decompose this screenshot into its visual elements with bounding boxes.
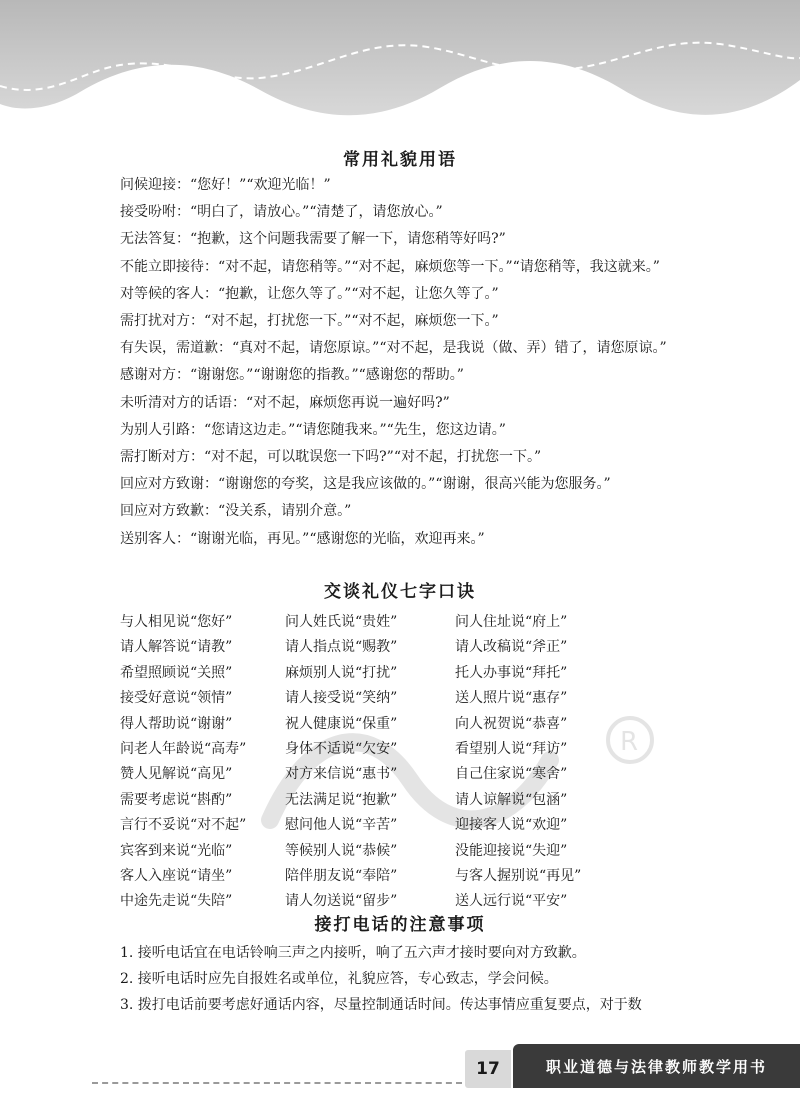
phrase-item: 回应对方致谢：“谢谢您的夸奖，这是我应该做的。”“谢谢，很高兴能为您服务。” [120,476,611,493]
phrase-item: 未听清对方的话语：“对不起，麻烦您再说一遍好吗?” [120,394,450,411]
rhyme-table [120,610,660,915]
phrase-item: 不能立即接待：“对不起，请您稍等。”“对不起，麻烦您等一下。”“请您稍等，我这就来。” [120,258,660,275]
rhyme-cell: 请人接受说“笑纳” [285,690,398,707]
rhyme-cell: 送人远行说“平安” [455,893,568,910]
polite-phrases-list [92,172,722,553]
page-number: 17 [465,1050,511,1088]
rhyme-cell: 送人照片说“惠存” [455,690,568,707]
rhyme-cell: 自己住家说“寒舍” [455,766,568,783]
rhyme-cell: 对方来信说“惠书” [285,766,398,783]
rhyme-cell: 问人住址说“府上” [455,614,568,630]
rhyme-cell: 得人帮助说“谢谢” [120,715,233,732]
rhyme-cell: 宾客到来说“光临” [120,842,233,859]
phone-tips-list [120,940,725,1018]
rhyme-cell: 请人改稿说“斧正” [455,639,568,656]
phrase-item: 有失误，需道歉：“真对不起，请您原谅。”“对不起，是我说（做、弄）错了，请您原谅。” [120,340,667,357]
phrase-item: 无法答复：“抱歉，这个问题我需要了解一下，请您稍等好吗?” [120,231,506,248]
rhyme-cell: 客人入座说“请坐” [120,867,233,884]
phrase-item: 接受吩咐：“明白了，请放心。”“清楚了，请您放心。” [120,204,443,221]
rhyme-cell: 问老人年龄说“高寿” [120,740,247,757]
phrase-item: 送别客人：“谢谢光临，再见。”“感谢您的光临，欢迎再来。” [120,530,485,547]
phrase-item: 感谢对方：“谢谢您。”“谢谢您的指教。”“感谢您的帮助。” [120,367,464,384]
rhyme-cell: 言行不妥说“对不起” [120,817,247,834]
rhyme-row [120,610,660,635]
rhyme-cell: 希望照顾说“关照” [120,664,233,681]
phrase-item: 需打断对方：“对不起，可以耽误您一下吗?”“对不起，打扰您一下。” [120,449,542,466]
rhyme-cell: 慰问他人说“辛苦” [285,817,398,834]
phrase-item: 回应对方致歉：“没关系，请别介意。” [120,503,352,520]
tip-item: 1. 接听电话宜在电话铃响三声之内接听，响了五六声才接时要向对方致歉。 [120,945,586,961]
section-title-polite-phrases: 常用礼貌用语 [343,150,457,170]
rhyme-cell: 需要考虑说“斟酌” [120,791,233,808]
rhyme-cell: 请人谅解说“包涵” [455,791,568,808]
phrase-item: 对等候的客人：“抱歉，让您久等了。”“对不起，让您久等了。” [120,285,499,302]
tip-item: 2. 接听电话时应先自报姓名或单位，礼貌应答，专心致志，学会问候。 [120,971,558,987]
footer-dashed-line [92,1082,462,1084]
rhyme-cell: 托人办事说“拜托” [455,664,568,681]
section-title-phone-etiquette: 接打电话的注意事项 [314,915,486,935]
rhyme-cell: 没能迎接说“失迎” [455,842,568,859]
rhyme-cell: 看望别人说“拜访” [455,740,568,757]
rhyme-cell: 请人解答说“请教” [120,639,233,656]
rhyme-cell: 麻烦别人说“打扰” [285,664,398,681]
rhyme-row [120,839,660,864]
rhyme-cell: 迎接客人说“欢迎” [455,817,568,834]
book-title: 职业道德与法律教师教学用书 [513,1044,800,1088]
rhyme-row [120,661,660,686]
wavy-header-banner [0,0,800,125]
rhyme-cell: 祝人健康说“保重” [285,715,398,732]
phrase-item: 为别人引路：“您请这边走。”“请您随我来。”“先生，您这边请。” [120,421,506,438]
rhyme-row [120,737,660,762]
rhyme-row [120,635,660,660]
rhyme-row [120,712,660,737]
rhyme-row [120,864,660,889]
phrase-item: 需打扰对方：“对不起，打扰您一下。”“对不起，麻烦您一下。” [120,313,499,330]
rhyme-row [120,788,660,813]
rhyme-cell: 请人指点说“赐教” [285,639,398,656]
rhyme-row [120,762,660,787]
svg-text:R: R [620,727,639,757]
rhyme-cell: 问人姓氏说“贵姓” [285,614,398,630]
rhyme-cell: 中途先走说“失陪” [120,893,233,910]
rhyme-cell: 与客人握别说“再见” [455,867,582,884]
rhyme-cell: 接受好意说“领情” [120,690,233,707]
section-title-conversation-rhymes: 交谈礼仪七字口诀 [324,582,476,602]
rhyme-cell: 请人勿送说“留步” [285,893,398,910]
rhyme-cell: 陪伴朋友说“奉陪” [285,867,398,884]
rhyme-cell: 等候别人说“恭候” [285,842,398,859]
rhyme-cell: 无法满足说“抱歉” [285,791,398,808]
tip-item: 3. 拨打电话前要考虑好通话内容，尽量控制通话时间。传达事情应重复要点，对于数 [120,997,642,1013]
rhyme-cell: 赞人见解说“高见” [120,766,233,783]
rhyme-row [120,686,660,711]
rhyme-cell: 身体不适说“欠安” [285,740,398,757]
rhyme-row [120,813,660,838]
phrase-item: 问候迎接：“您好！”“欢迎光临！” [120,177,331,193]
rhyme-cell: 与人相见说“您好” [120,614,233,630]
rhyme-cell: 向人祝贺说“恭喜” [455,715,568,732]
